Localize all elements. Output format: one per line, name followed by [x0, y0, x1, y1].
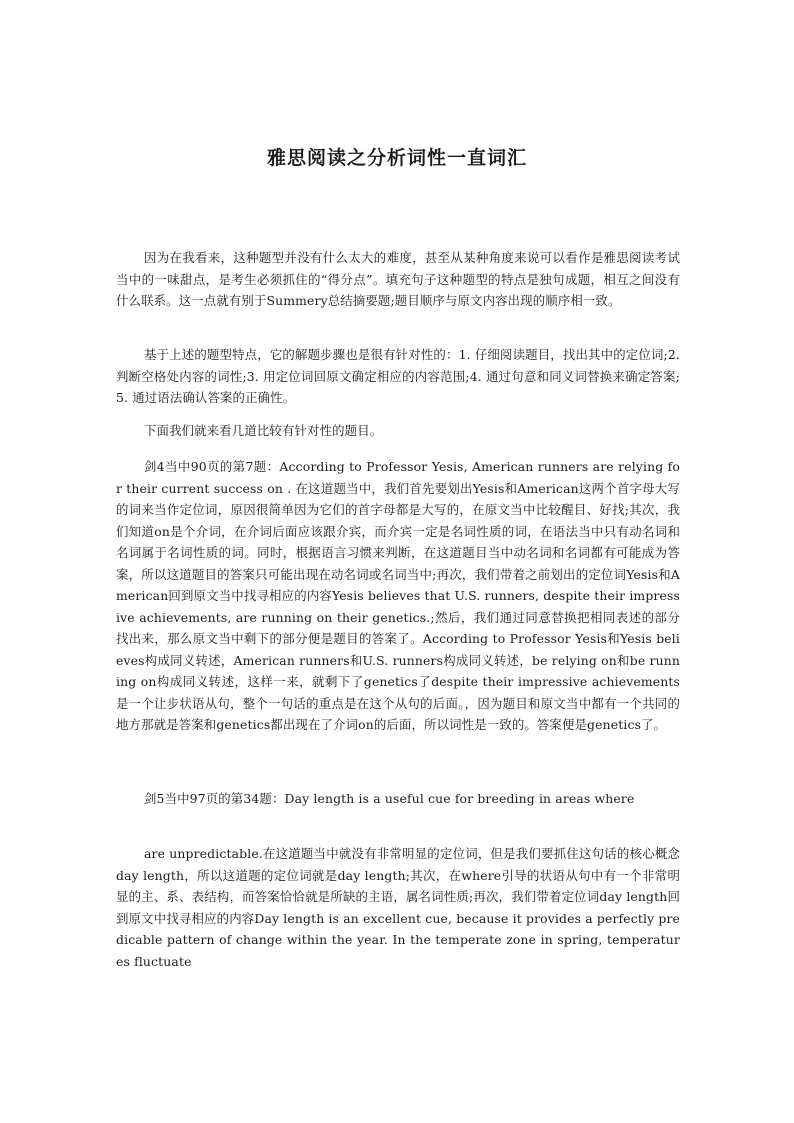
- paragraph-intro: 因为在我看来，这种题型并没有什么太大的难度，甚至从某种角度来说可以看作是雅思阅读考试当中的一味甜点，是考生必须抓住的“得分点”。填充句子这种题型的特点是独句成题，相互之间没有什么联系。这一点就有别于Summery总结摘要题;题目顺序与原文内容出现的顺序相一致。: [116, 250, 680, 308]
- document-title: 雅思阅读之分析词性一直词汇: [266, 147, 527, 169]
- paragraph-example-2-analysis: are unpredictable.在这道题当中就没有非常明显的定位词，但是我们要抓住这句话的核心概念day length，所以这道题的定位词就是day length;其次，在where引导的状语从句中有一个非常明显的主、系、表结构，而答案恰恰就是所缺的主语，属名词性质;再次，我们带着定位词day length回到原文中找寻相应的内容Day length is an excellent cue, because it provides a perfectly predicable pattern of change within the year. In the temperate zone in spring, temperatures fluctuate: [116, 846, 680, 969]
- paragraph-example-2-question: 剑5当中97页的第34题：Day length is a useful cue for breeding in areas where: [144, 791, 635, 806]
- paragraph-lead-in: 下面我们就来看几道比较有针对性的题目。: [144, 423, 383, 438]
- paragraph-steps: 基于上述的题型特点，它的解题步骤也是很有针对性的：1. 仔细阅读题目，找出其中的定位词;2. 判断空格处内容的词性;3. 用定位词回原文确定相应的内容范围;4. 通过句意和同义词替换来确定答案;5. 通过语法确认答案的正确性。: [116, 347, 680, 405]
- paragraph-example-1: 剑4当中90页的第7题：According to Professor Yesis, American runners are relying for their current success on . 在这道题当中，我们首先要划出Yesis和American这两个首字母大写的词来当作定位词，原因很简单因为它们的首字母都是大写的，在原文当中比较醒目、好找;其次，我们知道on是个介词，在介词后面应该跟介宾，而介宾一定是名词性质的词，在语法当中只有动名词和名词属于名词性质的词。同时，根据语言习惯来判断，在这道题目当中动名词和名词都有可能成为答案，所以这道题目的答案只可能出现在动名词或名词当中;再次，我们带着之前划出的定位词Yesis和American回到原文当中找寻相应的内容Yesis believes that U.S. runners, despite their impressive achievements, are running on their genetics.;然后，我们通过同意替换把相同表述的部分找出来，那么原文当中剩下的部分便是题目的答案了。According to Professor Yesis和Yesis believes构成同义转述，American runners和U.S. runners构成同义转述，be relying on和be running on构成同义转述，这样一来，就剩下了genetics了despite their impressive achievements是一个让步状语从句，整个一句话的重点是在这个从句的后面。，因为题目和原文当中都有一个共同的地方那就是答案和genetics都出现在了介词on的后面，所以词性是一致的。答案便是genetics了。: [116, 459, 680, 732]
